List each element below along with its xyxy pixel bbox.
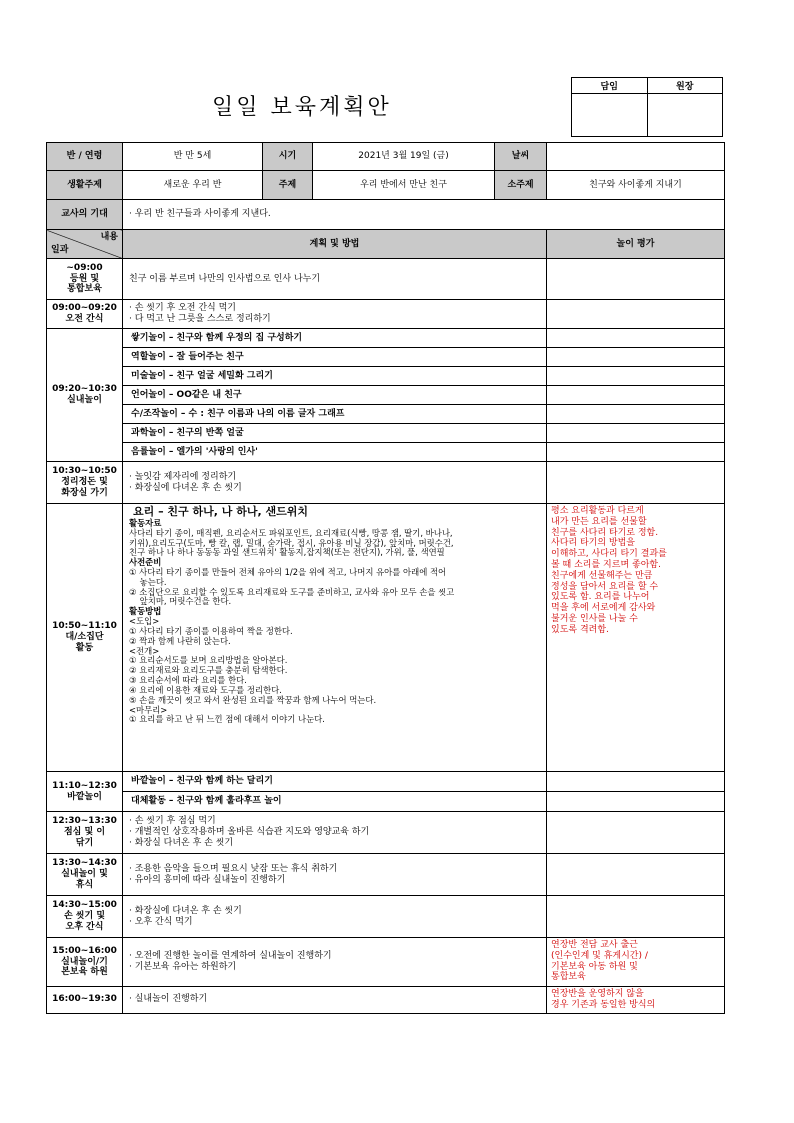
group-time-cell: 10:50~11:10 대/소집단 활동: [47, 504, 123, 772]
snack-eval[interactable]: [547, 300, 725, 329]
life-topic-value[interactable]: 새로운 우리 반: [123, 171, 263, 200]
arrival-plan[interactable]: 친구 이름 부르며 나만의 인사법으로 인사 나누기: [123, 259, 547, 300]
group-eval-line: 먹을 후에 서로에게 감사와: [551, 603, 656, 614]
lunch-row: [47, 812, 725, 854]
evening-row: [47, 938, 725, 987]
indoor-row: [47, 329, 725, 348]
group-eval-line: 평소 요리활동과 다르게: [551, 506, 644, 516]
topic-label: 주제: [263, 171, 313, 200]
cooking-line: ④ 요리에 이용한 재료와 도구를 정리한다.: [129, 684, 282, 695]
eval-header-label: 놀이 평가: [547, 230, 725, 259]
afternoon-snack-row: [47, 896, 725, 938]
topic-value[interactable]: 우리 반에서 만난 친구: [313, 171, 495, 200]
indoor-activity[interactable]: 수/조작놀이 – 수 : 친구 이름과 나의 이름 글자 그래프: [123, 405, 547, 424]
cooking-line: ② 소집단으로 요리할 수 있도록 요리재료와 도구를 준비하고, 교사와 유아 모두 손을 씻고: [129, 586, 455, 597]
cooking-line: ⑤ 손을 깨끗이 씻고 와서 완성된 요리를 짝꿍과 함께 나누어 먹는다.: [129, 694, 377, 705]
cooking-details: [129, 519, 540, 725]
cooking-line: ② 요리재료와 요리도구를 충분히 탐색한다.: [129, 665, 288, 676]
lunch-time-cell: 12:30~13:30 점심 및 이 닦기: [47, 812, 123, 854]
schedule-header-label: 일과: [51, 245, 69, 256]
cooking-line: ① 요리를 하고 난 뒤 느낀 점에 대해서 이야기 나눈다.: [129, 714, 325, 725]
indoor-eval[interactable]: [547, 329, 725, 348]
cooking-line: 활동방법: [129, 606, 162, 617]
info-row-2: [47, 171, 725, 200]
afternoon-snack-plan[interactable]: · 화장실에 다녀온 후 손 씻기 · 오후 간식 먹기: [123, 896, 547, 938]
extended-eval[interactable]: 연장반을 운영하지 않을 경우 기존과 동일한 방식의: [547, 987, 725, 1014]
rest-row: [47, 854, 725, 896]
cleanup-time-cell: 10:30~10:50 정리정돈 및 화장실 가기: [47, 462, 123, 504]
indoor-activity[interactable]: 쌓기놀이 – 친구와 함께 우정의 집 구성하기: [123, 329, 547, 348]
approval-director-sign[interactable]: [647, 94, 723, 137]
cleanup-row: [47, 462, 725, 504]
group-eval-line: 볼 때 소리를 지르며 좋아함.: [551, 559, 661, 570]
lunch-eval[interactable]: [547, 812, 725, 854]
indoor-eval[interactable]: [547, 386, 725, 405]
cooking-line: 활동자료: [129, 517, 162, 528]
lunch-plan[interactable]: · 손 씻기 후 점심 먹기 · 개별적인 상호작용하며 올바른 식습관 지도와 영양교육 하기 · 화장실 다녀온 후 손 씻기: [123, 812, 547, 854]
cooking-line: ② 짝과 함께 나란히 앉는다.: [129, 635, 231, 646]
afternoon-snack-eval[interactable]: [547, 896, 725, 938]
cooking-line: 키위),요리도구(도마, 빵 칼, 랩, 밀대, 숟가락, 접시, 유아용 비닐 장갑), 앞치마, 머릿수건,: [129, 537, 454, 548]
outdoor-eval[interactable]: [547, 792, 725, 812]
plan-header-label: 계획 및 방법: [123, 230, 547, 259]
page-title: 일일 보육계획안: [212, 95, 392, 120]
weather-value[interactable]: [547, 143, 725, 171]
period-label: 시기: [263, 143, 313, 171]
life-topic-label: 생활주제: [47, 171, 123, 200]
class-label: 반 / 연령: [47, 143, 123, 171]
weather-label: 날씨: [495, 143, 547, 171]
outdoor-row: [47, 772, 725, 792]
indoor-eval[interactable]: [547, 405, 725, 424]
group-eval-line: 친구에게 선물해주는 만큼: [551, 570, 653, 581]
info-row-1: [47, 143, 725, 171]
cooking-line: 놓는다.: [129, 576, 167, 587]
group-eval-line: 불거운 인사를 나눌 수: [551, 613, 638, 624]
group-eval-line: 있도록 격려함.: [551, 624, 609, 635]
daily-plan-table: [46, 142, 725, 1014]
extended-plan[interactable]: · 실내놀이 진행하기: [123, 987, 547, 1014]
outdoor-activity[interactable]: 바깥놀이 – 친구와 함께 하는 달리기: [123, 772, 547, 792]
cooking-line: <전개>: [129, 645, 160, 656]
indoor-eval[interactable]: [547, 443, 725, 462]
rest-eval[interactable]: [547, 854, 725, 896]
cooking-title: 요리 – 친구 하나, 나 하나, 샌드위치: [133, 505, 308, 518]
arrival-time-cell: ~09:00 등원 및 통합보육: [47, 259, 123, 300]
subtopic-label: 소주제: [495, 171, 547, 200]
rest-time-cell: 13:30~14:30 실내놀이 및 휴식: [47, 854, 123, 896]
period-value[interactable]: 2021년 3월 19일 (금): [313, 143, 495, 171]
outdoor-eval[interactable]: [547, 772, 725, 792]
rest-plan[interactable]: · 조용한 음악을 들으며 필요시 낮잠 또는 휴식 취하기 · 유아의 흥미에 따라 실내놀이 진행하기: [123, 854, 547, 896]
column-header-row: [47, 230, 725, 259]
cleanup-plan[interactable]: · 놀잇감 제자리에 정리하기 · 화장실에 다녀온 후 손 씻기: [123, 462, 547, 504]
cooking-line: 사다리 타기 종이, 매직펜, 요리순서도 파워포인트, 요리재료(식빵, 땅콩 잼, 딸기, 바나나,: [129, 527, 453, 538]
cooking-line: ① 사다리 타기 종이를 만들어 전체 유아의 1/2을 위에 적고, 나머지 유아를 아래에 적어: [129, 567, 447, 577]
group-activity-plan[interactable]: [123, 504, 547, 772]
cleanup-eval[interactable]: [547, 462, 725, 504]
snack-row: [47, 300, 725, 329]
group-eval-line: 정성을 담아서 요리를 할 수: [551, 581, 659, 592]
cooking-line: 앞치마, 머릿수건을 한다.: [129, 596, 232, 607]
group-eval-line: 있도록 함. 요리를 나누어: [551, 592, 650, 603]
group-eval-line: 내가 만든 요리를 선물할: [551, 516, 647, 527]
indoor-activity[interactable]: 과학놀이 – 친구의 반쪽 얼굴: [123, 424, 547, 443]
afternoon-snack-time-cell: 14:30~15:00 손 씻기 및 오후 간식: [47, 896, 123, 938]
group-activity-row: [47, 504, 725, 772]
snack-plan[interactable]: · 손 씻기 후 오전 간식 먹기 · 다 먹고 난 그릇을 스스로 정리하기: [123, 300, 547, 329]
content-header-label: 내용: [100, 232, 118, 242]
indoor-activity[interactable]: 음률놀이 – 엘가의 '사랑의 인사': [123, 443, 547, 462]
subtopic-value[interactable]: 친구와 사이좋게 지내기: [547, 171, 725, 200]
evening-eval[interactable]: 연장반 전담 교사 출근 (인수인계 및 휴게시간) / 기본보육 아동 하원 및 통합보육: [547, 938, 725, 987]
indoor-activity[interactable]: 역할놀이 – 잘 들어주는 친구: [123, 348, 547, 367]
arrival-eval[interactable]: [547, 259, 725, 300]
cooking-line: ① 요리순서도를 보며 요리방법을 알아본다.: [129, 655, 288, 666]
cooking-line: ① 사다리 타기 종이를 이용하여 짝을 정한다.: [129, 625, 293, 636]
diagonal-header-cell: [47, 230, 123, 259]
snack-time-cell: 09:00~09:20 오전 간식: [47, 300, 123, 329]
extended-row: [47, 987, 725, 1014]
indoor-eval[interactable]: [547, 424, 725, 443]
indoor-activity[interactable]: 미술놀이 – 친구 얼굴 세밀화 그리기: [123, 367, 547, 386]
indoor-eval[interactable]: [547, 367, 725, 386]
indoor-eval[interactable]: [547, 348, 725, 367]
approval-teacher-label: 담임: [572, 78, 648, 94]
approval-box: [571, 77, 723, 137]
indoor-time-cell: 09:20~10:30 실내놀이: [47, 329, 123, 462]
expect-label: 교사의 기대: [47, 200, 123, 230]
extended-time-cell: 16:00~19:30: [47, 987, 123, 1014]
group-eval-line: 이해하고, 사다리 타기 결과를: [551, 549, 667, 560]
cooking-line: <도입>: [129, 616, 160, 627]
cooking-line: 친구 하나 나 하나 동동동 과일 샌드위치' 활동지,잡지책(또는 전단지), 가위, 풀, 색연필: [129, 547, 445, 558]
cooking-line: 사전준비: [129, 557, 162, 568]
approval-director-label: 원장: [647, 78, 723, 94]
evening-plan[interactable]: · 오전에 진행한 놀이를 연계하여 실내놀이 진행하기 · 기본보육 유아는 하원하기: [123, 938, 547, 987]
arrival-row: [47, 259, 725, 300]
group-eval[interactable]: [547, 504, 725, 772]
approval-teacher-sign[interactable]: [572, 94, 648, 137]
outdoor-alt-activity[interactable]: 대체활동 – 친구와 함께 훌라후프 놀이: [123, 792, 547, 812]
group-eval-line: 사다리 타기의 방법을: [551, 538, 635, 549]
cooking-line: <마무리>: [129, 704, 168, 715]
indoor-activity[interactable]: 언어놀이 – OO같은 내 친구: [123, 386, 547, 405]
expect-row: [47, 200, 725, 230]
class-value[interactable]: 반 만 5세: [123, 143, 263, 171]
evening-time-cell: 15:00~16:00 실내놀이/기 본보육 하원: [47, 938, 123, 987]
group-eval-line: 친구를 사다리 타기로 정함.: [551, 527, 659, 538]
cooking-line: ③ 요리순서에 따라 요리를 한다.: [129, 675, 247, 686]
expect-value[interactable]: · 우리 반 친구들과 사이좋게 지낸다.: [123, 200, 725, 230]
outdoor-time-cell: 11:10~12:30 바깥놀이: [47, 772, 123, 812]
